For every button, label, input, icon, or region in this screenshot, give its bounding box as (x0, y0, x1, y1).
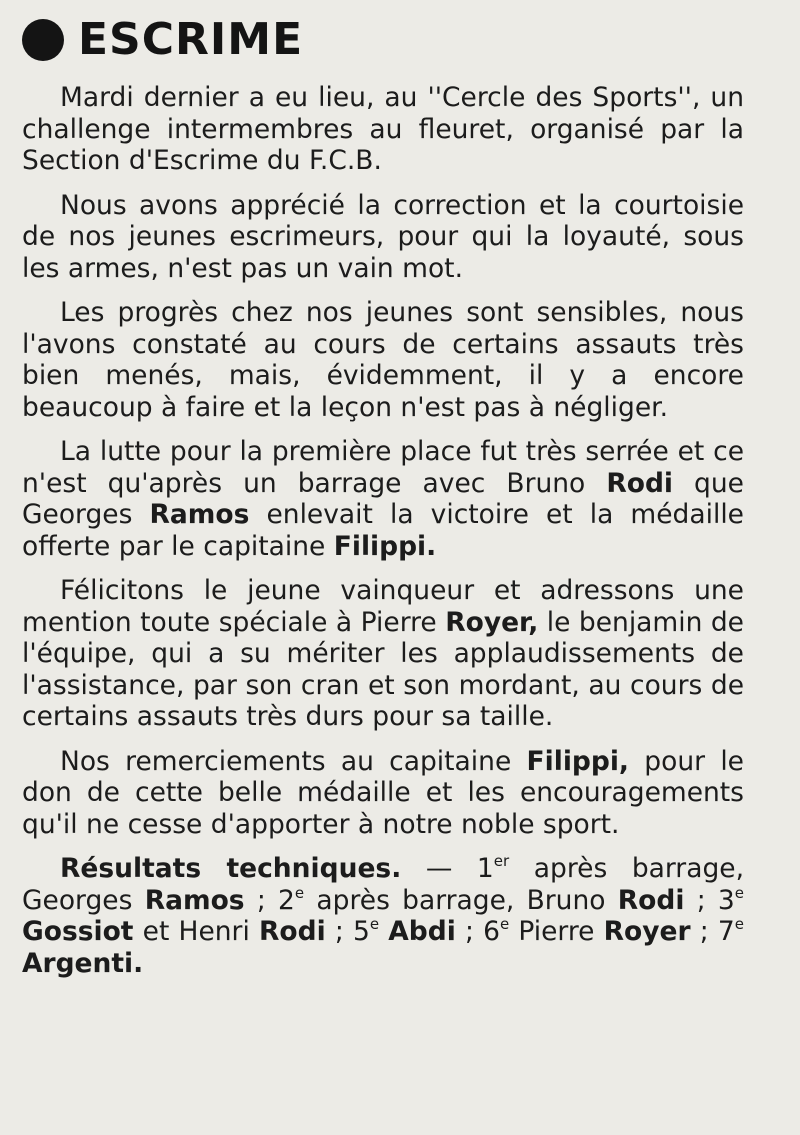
text-run: Félicitons le jeune vainqueur et adressons une mention toute spéciale à Pierre (22, 575, 744, 638)
results-dash: — (401, 853, 477, 884)
name-filippi: Filippi, (526, 745, 629, 777)
name-rodi: Rodi (258, 916, 326, 947)
name-ramos: Ramos (149, 499, 250, 530)
name-abdi: Abdi (388, 916, 456, 947)
text-run: enlevait la victoire et la médaille offerte par le capitaine (22, 499, 744, 562)
text-run: La lutte pour la première place fut très serrée et ce n'est qu'après un barrage avec Bruno (22, 436, 744, 499)
rank-suffix: e (294, 883, 305, 902)
rank-suffix: e (369, 915, 380, 933)
text-run: le benjamin de l'équipe, qui a su mériter les applaudissements de l'assistance, par son cran et son mordant, au cours de certains assauts très durs pour sa taille. (22, 606, 744, 732)
text-run: que Georges (22, 467, 744, 530)
text-run: et Henri (133, 916, 259, 947)
rank-suffix: e (499, 915, 510, 933)
text-run: après barrage, Bruno (304, 884, 618, 916)
paragraph-3: Les progrès chez nos jeunes sont sensibles, nous l'avons constaté au cours de certains assauts très bien menés, mais, évidemment, il y a encore beaucoup à faire et la leçon n'est pas à négliger. (22, 297, 744, 423)
name-royer: Royer (603, 916, 691, 947)
separator: ; (455, 916, 484, 947)
name-filippi: Filippi. (333, 530, 437, 562)
rank-5: 5 (352, 916, 370, 947)
section-title: ESCRIME (78, 14, 304, 65)
rank-3: 3 (717, 884, 735, 916)
rank-suffix: e (734, 915, 744, 933)
results-paragraph (22, 853, 744, 979)
paragraph-2: Nous avons apprécié la correction et la courtoisie de nos jeunes escrimeurs, pour qui la loyauté, sous les armes, n'est pas un vain mot. (22, 189, 744, 284)
separator: ; (325, 916, 353, 947)
results-label: Résultats techniques. (60, 853, 402, 884)
name-ramos: Ramos (144, 884, 245, 916)
name-rodi: Rodi (617, 884, 685, 916)
separator: ; (684, 884, 718, 916)
rank-1: 1 (476, 853, 494, 884)
name-royer: Royer, (445, 606, 539, 638)
rank-6: 6 (483, 916, 500, 947)
name-argenti: Argenti. (22, 947, 144, 979)
separator: ; (690, 916, 718, 947)
rank-suffix: e (734, 883, 745, 902)
text-run: pour le don de cette belle médaille et les encouragements qu'il ne cesse d'apporter à notre noble sport. (22, 745, 744, 840)
rank-2: 2 (278, 884, 295, 916)
paragraph-6 (22, 746, 744, 841)
bullet-dot-icon (22, 19, 64, 61)
paragraph-5 (22, 575, 744, 733)
paragraph-1: Mardi dernier a eu lieu, au ''Cercle des Sports'', un challenge intermembres au fleuret, organisé par la Section d'Escrime du F.C.B. (22, 82, 744, 176)
name-gossiot: Gossiot (22, 916, 134, 947)
text-run: Pierre (509, 916, 604, 947)
text-run: après barrage, Georges (22, 853, 744, 916)
paragraph-4 (22, 436, 744, 562)
rank-suffix: er (493, 852, 510, 870)
name-rodi: Rodi (606, 467, 673, 499)
rank-7: 7 (717, 916, 735, 947)
text-run: Nos remerciements au capitaine (60, 745, 527, 777)
section-heading (22, 14, 303, 65)
article-body (22, 82, 744, 992)
separator: ; (244, 884, 279, 916)
